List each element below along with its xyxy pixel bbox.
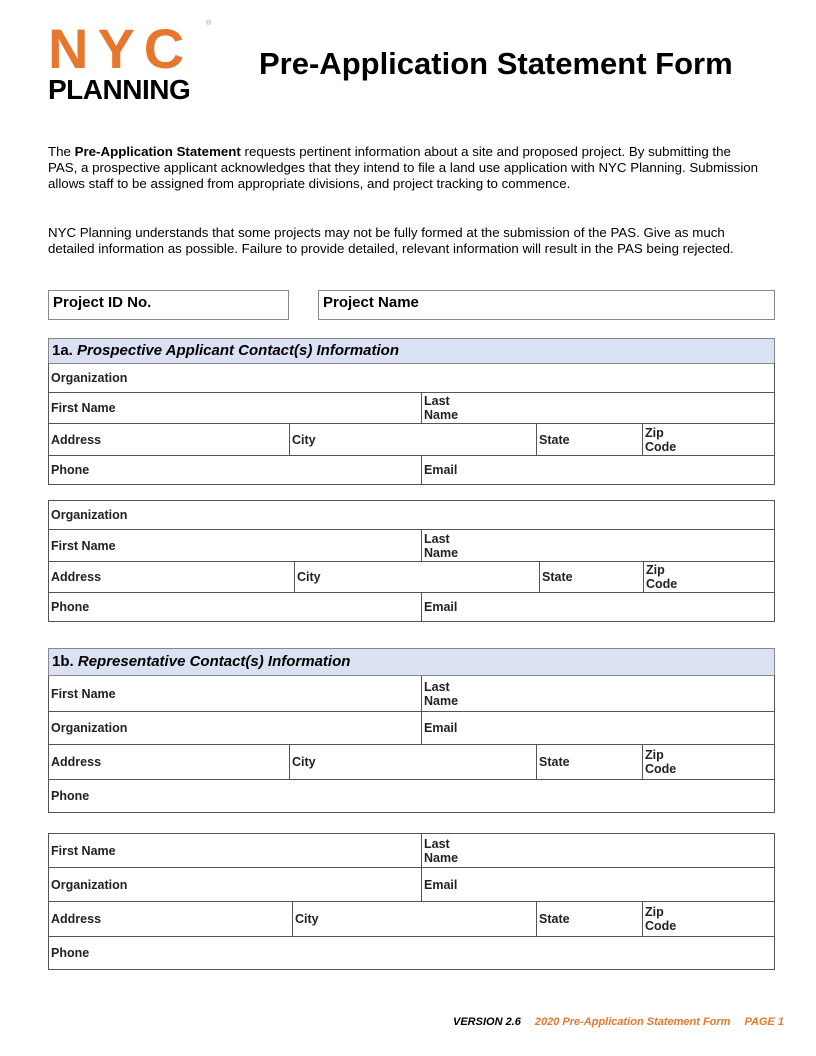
state-field[interactable]: State — [536, 424, 642, 455]
address-field[interactable]: Address — [51, 432, 102, 447]
organization-field[interactable]: Organization — [51, 721, 128, 735]
city-field[interactable]: City — [292, 902, 536, 936]
page-title: Pre-Application Statement Form — [259, 46, 733, 81]
email-field[interactable]: Email — [421, 456, 774, 484]
intro-paragraph-1: The Pre-Application Statement requests pertinent information about a site and proposed project. By submitting the PAS, a prospective applicant acknowledges that they intend to file a land use application with NYC Planning. Submission allows staff to be assigned from appropriate divisions, and project tracking to commence. — [48, 144, 759, 191]
phone-row — [48, 593, 775, 622]
phone-field[interactable]: Phone — [51, 789, 90, 803]
first-name-field[interactable]: First Name — [51, 686, 116, 701]
logo-planning: PLANNING — [48, 74, 191, 105]
org-row — [48, 868, 775, 902]
footer-form-name: 2020 Pre-Application Statement Form — [534, 1016, 731, 1028]
zip-field[interactable]: Zip Code — [643, 562, 688, 592]
last-name-field[interactable]: Last Name — [421, 530, 461, 561]
name-row — [48, 393, 775, 424]
project-id-field[interactable] — [48, 290, 289, 320]
section-1b-header: 1b. Representative Contact(s) Information — [48, 648, 775, 676]
footer — [453, 1016, 784, 1028]
city-field[interactable]: City — [289, 745, 536, 779]
organization-field[interactable]: Organization — [51, 508, 128, 522]
intro-paragraph-2: NYC Planning understands that some projects may not be fully formed at the submission of the PAS. Give as much detailed information as possible. Failure to provide detailed, relevant information will result in the PAS being rejected. — [48, 225, 734, 256]
first-name-field[interactable]: First Name — [51, 843, 116, 858]
organization-field[interactable]: Organization — [51, 877, 128, 892]
state-field[interactable]: State — [536, 745, 642, 779]
zip-field[interactable]: Zip Code — [642, 745, 687, 779]
zip-field[interactable]: Zip Code — [642, 424, 687, 455]
state-field[interactable]: State — [536, 902, 642, 936]
address-field[interactable]: Address — [51, 755, 102, 769]
version-label: VERSION 2.6 — [453, 1016, 521, 1028]
org-row — [48, 712, 775, 745]
last-name-field[interactable]: Last Name — [421, 393, 461, 423]
address-field[interactable]: Address — [51, 570, 102, 584]
zip-field[interactable]: Zip Code — [642, 902, 687, 936]
email-field[interactable]: Email — [421, 868, 774, 901]
last-name-field[interactable]: Last Name — [421, 676, 461, 711]
city-field[interactable]: City — [294, 562, 539, 592]
address-row — [48, 745, 775, 780]
logo-registered: ® — [206, 20, 212, 27]
email-field[interactable]: Email — [421, 593, 774, 621]
first-name-field[interactable]: First Name — [51, 401, 116, 415]
organization-field[interactable]: Organization — [51, 370, 128, 385]
email-field[interactable]: Email — [421, 712, 774, 744]
project-name-field[interactable] — [318, 290, 775, 320]
phone-row — [48, 780, 775, 813]
name-row — [48, 676, 775, 712]
first-name-field[interactable]: First Name — [51, 538, 116, 553]
org-row — [48, 363, 775, 393]
phone-field[interactable]: Phone — [51, 463, 90, 477]
phone-row — [48, 456, 775, 485]
address-field[interactable]: Address — [51, 912, 102, 926]
address-row — [48, 424, 775, 456]
phone-field[interactable]: Phone — [51, 946, 90, 960]
name-row — [48, 530, 775, 562]
state-field[interactable]: State — [539, 562, 643, 592]
phone-field[interactable]: Phone — [51, 600, 90, 614]
section-1a-header: 1a. Prospective Applicant Contact(s) Information — [48, 338, 775, 364]
address-row — [48, 902, 775, 937]
city-field[interactable]: City — [289, 424, 536, 455]
name-row — [48, 833, 775, 868]
project-name-label: Project Name — [323, 294, 419, 311]
project-id-label: Project ID No. — [53, 294, 152, 311]
logo-nyc: NYC — [48, 17, 194, 80]
address-row — [48, 562, 775, 593]
page-number: PAGE 1 — [744, 1016, 784, 1028]
last-name-field[interactable]: Last Name — [421, 834, 461, 867]
phone-row — [48, 937, 775, 970]
org-row — [48, 500, 775, 530]
